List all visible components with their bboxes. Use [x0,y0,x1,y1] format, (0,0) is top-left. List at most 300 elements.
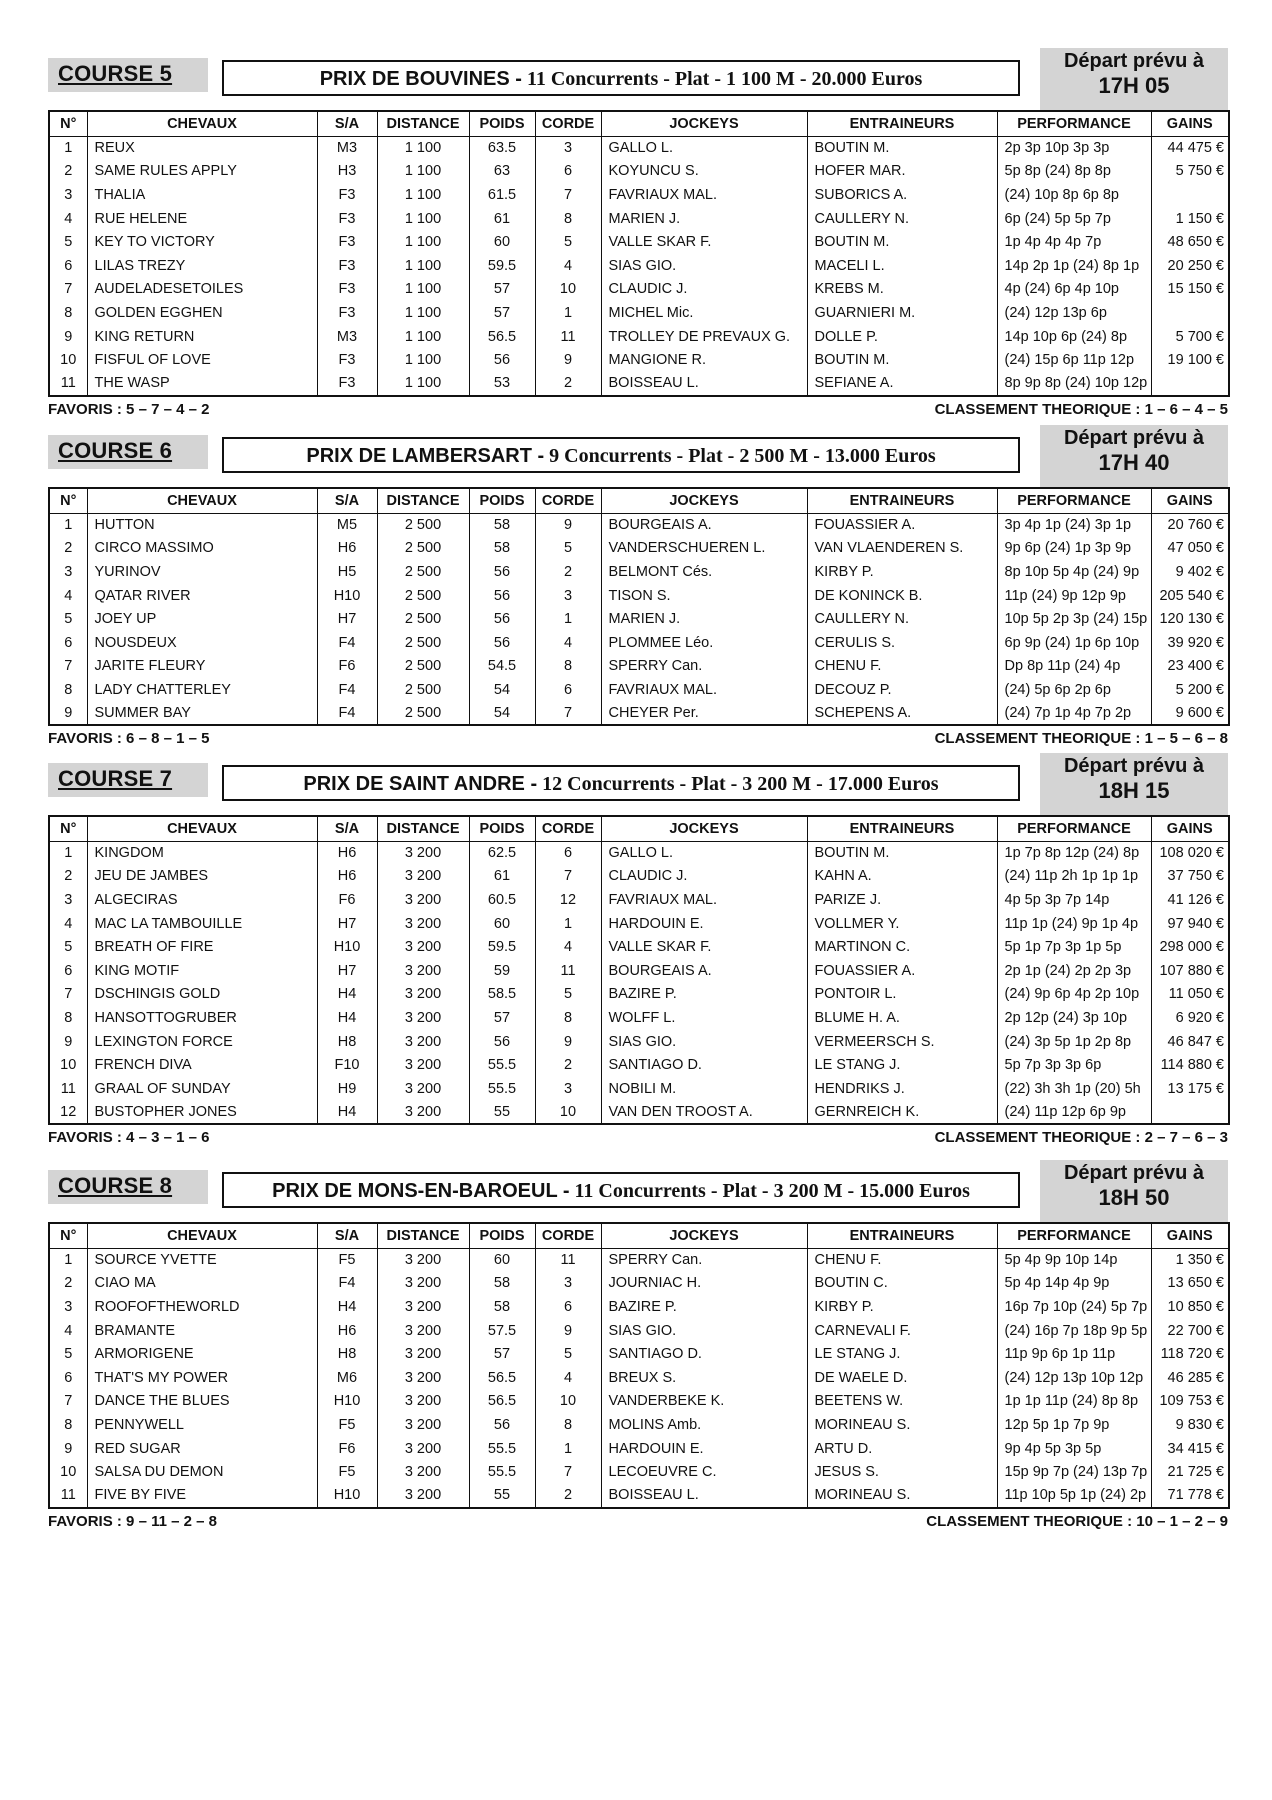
table-row [49,537,1229,561]
favorites-line: FAVORIS : 9 – 11 – 2 – 8 [48,1512,217,1530]
col-number-cell: 1 [49,1248,87,1272]
col-sex-age-cell: F4 [317,631,377,655]
table-row [49,1030,1229,1054]
col-trainer-cell: GUARNIERI M. [807,301,997,325]
col-earnings-cell: 109 753 € [1151,1390,1229,1414]
col-sex-age-cell: H9 [317,1077,377,1101]
col-weight-cell: 60 [469,912,535,936]
col-weight-cell: 56.5 [469,1366,535,1390]
col-jockey-cell: MANGIONE R. [601,348,807,372]
col-draw-cell: 10 [535,1101,601,1125]
col-horse-cell: JARITE FLEURY [87,655,317,679]
course-section [48,48,1228,425]
col-horse-cell: FISFUL OF LOVE [87,348,317,372]
col-draw-cell: 9 [535,1030,601,1054]
col-sex-age-cell: F3 [317,183,377,207]
runners-table [48,487,1230,726]
col-number-cell: 11 [49,1077,87,1101]
col-draw-cell: 6 [535,678,601,702]
col-earnings-header: GAINS [1151,111,1229,136]
col-weight-cell: 58 [469,537,535,561]
col-jockey-cell: GALLO L. [601,136,807,160]
departure-time: 18H 15 [1098,778,1170,803]
favorites-line: FAVORIS : 4 – 3 – 1 – 6 [48,1129,210,1147]
departure-box [1040,753,1228,815]
table-row [49,160,1229,184]
col-performance-cell: (24) 15p 6p 11p 12p [997,348,1151,372]
col-horse-cell: CIAO MA [87,1272,317,1296]
col-jockey-cell: VALLE SKAR F. [601,230,807,254]
col-sex-age-header: S/A [317,111,377,136]
col-distance-cell: 3 200 [377,1030,469,1054]
col-weight-cell: 56 [469,631,535,655]
departure-time: 18H 50 [1098,1185,1170,1210]
col-performance-cell: (24) 7p 1p 4p 7p 2p [997,702,1151,726]
col-horse-cell: GOLDEN EGGHEN [87,301,317,325]
race-details: 12 Concurrents - Plat - 3 200 M - 17.000 Euros [537,773,939,795]
col-earnings-cell: 10 850 € [1151,1295,1229,1319]
col-number-cell: 8 [49,301,87,325]
col-weight-cell: 57 [469,278,535,302]
col-distance-cell: 2 500 [377,537,469,561]
col-draw-cell: 3 [535,1272,601,1296]
col-performance-cell: 9p 6p (24) 1p 3p 9p [997,537,1151,561]
col-jockey-cell: GALLO L. [601,841,807,865]
col-sex-age-header: S/A [317,488,377,513]
col-sex-age-cell: F3 [317,348,377,372]
table-row [49,678,1229,702]
col-distance-cell: 3 200 [377,888,469,912]
table-row [49,1460,1229,1484]
col-horse-cell: KINGDOM [87,841,317,865]
col-distance-cell: 3 200 [377,1101,469,1125]
col-sex-age-cell: H6 [317,537,377,561]
col-weight-cell: 63.5 [469,136,535,160]
col-performance-cell: 2p 12p (24) 3p 10p [997,1006,1151,1030]
col-distance-cell: 3 200 [377,1342,469,1366]
col-trainer-cell: CARNEVALI F. [807,1319,997,1343]
table-row [49,136,1229,160]
col-sex-age-cell: M6 [317,1366,377,1390]
col-sex-age-cell: F5 [317,1460,377,1484]
col-sex-age-cell: F3 [317,254,377,278]
col-number-cell: 12 [49,1101,87,1125]
col-number-cell: 4 [49,1319,87,1343]
runners-table [48,815,1230,1125]
col-number-cell: 2 [49,1272,87,1296]
col-earnings-cell: 11 050 € [1151,983,1229,1007]
col-trainer-cell: DE WAELE D. [807,1366,997,1390]
col-trainer-cell: PONTOIR L. [807,983,997,1007]
col-number-cell: 1 [49,513,87,537]
col-weight-cell: 55.5 [469,1077,535,1101]
favorites-line: FAVORIS : 6 – 8 – 1 – 5 [48,730,210,748]
col-sex-age-cell: M5 [317,513,377,537]
col-sex-age-cell: F4 [317,1272,377,1296]
col-number-cell: 9 [49,702,87,726]
col-sex-age-cell: H10 [317,1390,377,1414]
course-footer [48,730,1228,754]
table-header-row [49,1223,1229,1248]
col-sex-age-cell: H7 [317,607,377,631]
col-horse-cell: CIRCO MASSIMO [87,537,317,561]
table-row [49,935,1229,959]
col-weight-header: POIDS [469,1223,535,1248]
col-sex-age-cell: M3 [317,136,377,160]
col-earnings-cell: 48 650 € [1151,230,1229,254]
col-number-cell: 2 [49,537,87,561]
col-trainer-cell: BEETENS W. [807,1390,997,1414]
col-performance-cell: 5p 1p 7p 3p 1p 5p [997,935,1151,959]
col-performance-cell: (24) 9p 6p 4p 2p 10p [997,983,1151,1007]
departure-label: Départ prévu à [1063,755,1205,777]
col-performance-cell: 11p 10p 5p 1p (24) 2p [997,1484,1151,1508]
col-jockey-cell: NOBILI M. [601,1077,807,1101]
col-horse-cell: GRAAL OF SUNDAY [87,1077,317,1101]
col-weight-cell: 57 [469,1006,535,1030]
col-draw-cell: 11 [535,959,601,983]
col-jockey-cell: HARDOUIN E. [601,1437,807,1461]
col-draw-cell: 4 [535,1366,601,1390]
col-number-cell: 5 [49,1342,87,1366]
favorites-line: FAVORIS : 5 – 7 – 4 – 2 [48,400,210,418]
col-jockey-cell: CHEYER Per. [601,702,807,726]
course-label: COURSE 5 [48,58,208,92]
col-horse-cell: ALGECIRAS [87,888,317,912]
col-earnings-cell: 6 920 € [1151,1006,1229,1030]
table-row [49,983,1229,1007]
col-horse-cell: LILAS TREZY [87,254,317,278]
col-distance-cell: 2 500 [377,678,469,702]
col-weight-cell: 62.5 [469,841,535,865]
race-name: PRIX DE MONS-EN-BAROEUL - [272,1180,570,1202]
table-row [49,1006,1229,1030]
col-number-cell: 10 [49,348,87,372]
col-sex-age-cell: H6 [317,841,377,865]
col-trainer-cell: HOFER MAR. [807,160,997,184]
col-earnings-cell: 108 020 € [1151,841,1229,865]
col-number-cell: 2 [49,865,87,889]
col-sex-age-cell: F3 [317,372,377,396]
col-distance-cell: 1 100 [377,348,469,372]
col-number-cell: 11 [49,372,87,396]
col-draw-cell: 8 [535,1006,601,1030]
col-draw-header: CORDE [535,816,601,841]
col-number-cell: 9 [49,1437,87,1461]
col-jockey-cell: SPERRY Can. [601,1248,807,1272]
table-row [49,1053,1229,1077]
table-row [49,183,1229,207]
col-number-cell: 3 [49,1295,87,1319]
table-row [49,912,1229,936]
col-jockey-cell: BOISSEAU L. [601,372,807,396]
col-jockey-cell: HARDOUIN E. [601,912,807,936]
col-weight-cell: 58.5 [469,983,535,1007]
col-distance-cell: 1 100 [377,230,469,254]
col-performance-cell: 5p 4p 14p 4p 9p [997,1272,1151,1296]
table-row [49,841,1229,865]
col-performance-cell: (24) 3p 5p 1p 2p 8p [997,1030,1151,1054]
col-sex-age-cell: F5 [317,1248,377,1272]
table-row [49,325,1229,349]
col-draw-cell: 5 [535,230,601,254]
col-earnings-cell: 46 847 € [1151,1030,1229,1054]
col-earnings-cell: 1 150 € [1151,207,1229,231]
col-earnings-cell: 41 126 € [1151,888,1229,912]
col-earnings-cell: 34 415 € [1151,1437,1229,1461]
col-weight-cell: 54.5 [469,655,535,679]
col-trainer-cell: KIRBY P. [807,560,997,584]
col-distance-cell: 3 200 [377,1077,469,1101]
col-jockey-cell: FAVRIAUX MAL. [601,183,807,207]
col-trainer-cell: LE STANG J. [807,1053,997,1077]
col-earnings-cell: 15 150 € [1151,278,1229,302]
col-draw-cell: 6 [535,1295,601,1319]
col-distance-cell: 2 500 [377,631,469,655]
col-trainer-cell: KREBS M. [807,278,997,302]
race-title [222,765,1020,801]
col-number-cell: 10 [49,1460,87,1484]
col-number-cell: 4 [49,912,87,936]
col-horse-cell: BREATH OF FIRE [87,935,317,959]
col-earnings-cell: 118 720 € [1151,1342,1229,1366]
col-distance-cell: 3 200 [377,959,469,983]
col-earnings-cell: 5 200 € [1151,678,1229,702]
table-row [49,865,1229,889]
col-trainer-cell: CHENU F. [807,655,997,679]
col-draw-cell: 1 [535,1437,601,1461]
col-performance-cell: 2p 3p 10p 3p 3p [997,136,1151,160]
col-sex-age-cell: F3 [317,230,377,254]
table-header-row [49,816,1229,841]
col-weight-cell: 58 [469,513,535,537]
runners-table [48,1222,1230,1509]
course-footer [48,1513,1228,1537]
theoretical-ranking-line: CLASSEMENT THEORIQUE : 1 – 6 – 4 – 5 [934,400,1228,418]
col-jockey-cell: MARIEN J. [601,607,807,631]
col-horse-cell: BUSTOPHER JONES [87,1101,317,1125]
col-jockey-cell: SANTIAGO D. [601,1342,807,1366]
col-weight-cell: 63 [469,160,535,184]
col-earnings-cell: 44 475 € [1151,136,1229,160]
col-jockey-cell: LECOEUVRE C. [601,1460,807,1484]
table-row [49,584,1229,608]
col-earnings-cell: 9 402 € [1151,560,1229,584]
col-distance-cell: 1 100 [377,183,469,207]
col-performance-cell: 5p 4p 9p 10p 14p [997,1248,1151,1272]
col-distance-cell: 2 500 [377,655,469,679]
col-distance-cell: 2 500 [377,702,469,726]
col-trainer-cell: CAULLERY N. [807,607,997,631]
col-jockey-cell: MARIEN J. [601,207,807,231]
col-performance-cell: (24) 12p 13p 6p [997,301,1151,325]
table-row [49,207,1229,231]
col-sex-age-cell: H8 [317,1342,377,1366]
col-earnings-cell [1151,372,1229,396]
col-distance-cell: 1 100 [377,254,469,278]
col-horse-header: CHEVAUX [87,816,317,841]
col-performance-cell: 15p 9p 7p (24) 13p 7p [997,1460,1151,1484]
col-earnings-cell: 5 700 € [1151,325,1229,349]
table-row [49,301,1229,325]
col-earnings-cell: 1 350 € [1151,1248,1229,1272]
col-number-cell: 7 [49,1390,87,1414]
col-trainer-cell: BOUTIN C. [807,1272,997,1296]
col-number-header: N° [49,488,87,513]
col-distance-cell: 3 200 [377,1248,469,1272]
col-sex-age-cell: M3 [317,325,377,349]
runners-table [48,110,1230,397]
col-distance-cell: 3 200 [377,1295,469,1319]
col-trainer-cell: VOLLMER Y. [807,912,997,936]
col-trainer-cell: GERNREICH K. [807,1101,997,1125]
table-row [49,1437,1229,1461]
departure-label: Départ prévu à [1063,427,1205,449]
col-horse-cell: PENNYWELL [87,1413,317,1437]
col-distance-cell: 3 200 [377,865,469,889]
col-draw-cell: 10 [535,1390,601,1414]
table-row [49,702,1229,726]
col-sex-age-cell: F6 [317,1437,377,1461]
col-draw-cell: 8 [535,655,601,679]
col-distance-cell: 3 200 [377,1460,469,1484]
col-sex-age-cell: H6 [317,1319,377,1343]
col-jockey-cell: BAZIRE P. [601,983,807,1007]
col-earnings-cell [1151,301,1229,325]
col-jockey-cell: BREUX S. [601,1366,807,1390]
col-trainer-cell: SEFIANE A. [807,372,997,396]
col-sex-age-cell: F4 [317,678,377,702]
col-sex-age-cell: F6 [317,888,377,912]
col-distance-cell: 3 200 [377,1390,469,1414]
table-row [49,655,1229,679]
col-horse-cell: SAME RULES APPLY [87,160,317,184]
col-jockey-header: JOCKEYS [601,488,807,513]
col-weight-cell: 61 [469,865,535,889]
col-horse-cell: LEXINGTON FORCE [87,1030,317,1054]
col-sex-age-cell: F5 [317,1413,377,1437]
departure-time: 17H 05 [1098,73,1170,98]
col-number-cell: 5 [49,935,87,959]
col-number-cell: 5 [49,607,87,631]
col-earnings-cell: 20 760 € [1151,513,1229,537]
col-trainer-cell: JESUS S. [807,1460,997,1484]
col-trainer-cell: MORINEAU S. [807,1484,997,1508]
col-jockey-cell: BAZIRE P. [601,1295,807,1319]
col-draw-cell: 7 [535,183,601,207]
col-weight-cell: 57.5 [469,1319,535,1343]
col-horse-cell: THALIA [87,183,317,207]
col-trainer-cell: KIRBY P. [807,1295,997,1319]
col-draw-cell: 5 [535,1342,601,1366]
col-jockey-cell: MOLINS Amb. [601,1413,807,1437]
col-weight-cell: 56 [469,560,535,584]
col-trainer-cell: BOUTIN M. [807,841,997,865]
col-number-cell: 7 [49,278,87,302]
col-earnings-cell: 5 750 € [1151,160,1229,184]
col-performance-cell: 11p (24) 9p 12p 9p [997,584,1151,608]
col-horse-cell: JEU DE JAMBES [87,865,317,889]
col-horse-cell: RUE HELENE [87,207,317,231]
col-horse-cell: MAC LA TAMBOUILLE [87,912,317,936]
course-header [48,753,1228,815]
col-draw-header: CORDE [535,111,601,136]
col-number-cell: 2 [49,160,87,184]
col-trainer-cell: DE KONINCK B. [807,584,997,608]
col-trainer-cell: FOUASSIER A. [807,513,997,537]
col-sex-age-cell: H7 [317,912,377,936]
col-performance-cell: 11p 1p (24) 9p 1p 4p [997,912,1151,936]
course-label: COURSE 8 [48,1170,208,1204]
course-label: COURSE 7 [48,763,208,797]
race-details: 11 Concurrents - Plat - 3 200 M - 15.000 Euros [569,1180,970,1202]
col-trainer-cell: VAN VLAENDEREN S. [807,537,997,561]
col-jockey-cell: PLOMMEE Léo. [601,631,807,655]
table-header-row [49,488,1229,513]
col-number-cell: 1 [49,136,87,160]
col-trainer-cell: FOUASSIER A. [807,959,997,983]
table-row [49,1366,1229,1390]
col-draw-cell: 1 [535,607,601,631]
col-performance-cell: 10p 5p 2p 3p (24) 15p [997,607,1151,631]
col-horse-cell: SALSA DU DEMON [87,1460,317,1484]
col-jockey-cell: FAVRIAUX MAL. [601,888,807,912]
col-jockey-cell: VALLE SKAR F. [601,935,807,959]
col-jockey-cell: SIAS GIO. [601,1030,807,1054]
col-draw-header: CORDE [535,1223,601,1248]
col-horse-cell: SOURCE YVETTE [87,1248,317,1272]
table-row [49,1342,1229,1366]
course-label: COURSE 6 [48,435,208,469]
departure-time: 17H 40 [1098,450,1170,475]
col-sex-age-cell: H8 [317,1030,377,1054]
col-number-cell: 4 [49,584,87,608]
col-trainer-cell: BOUTIN M. [807,136,997,160]
col-draw-header: CORDE [535,488,601,513]
col-jockey-cell: BOISSEAU L. [601,1484,807,1508]
col-sex-age-cell: F3 [317,207,377,231]
table-row [49,1295,1229,1319]
col-sex-age-header: S/A [317,816,377,841]
col-horse-cell: HANSOTTOGRUBER [87,1006,317,1030]
col-earnings-cell: 47 050 € [1151,537,1229,561]
col-horse-cell: AUDELADESETOILES [87,278,317,302]
col-performance-cell: 4p 5p 3p 7p 14p [997,888,1151,912]
course-section [48,753,1228,1153]
table-row [49,1484,1229,1508]
col-distance-cell: 1 100 [377,372,469,396]
col-jockey-cell: CLAUDIC J. [601,278,807,302]
col-earnings-cell: 298 000 € [1151,935,1229,959]
col-earnings-header: GAINS [1151,488,1229,513]
col-earnings-cell: 37 750 € [1151,865,1229,889]
col-horse-header: CHEVAUX [87,111,317,136]
table-row [49,1319,1229,1343]
col-number-header: N° [49,111,87,136]
col-distance-cell: 2 500 [377,607,469,631]
col-distance-cell: 1 100 [377,136,469,160]
race-title [222,1172,1020,1208]
col-trainer-cell: DECOUZ P. [807,678,997,702]
col-performance-cell: 9p 4p 5p 3p 5p [997,1437,1151,1461]
col-weight-cell: 53 [469,372,535,396]
col-earnings-cell: 23 400 € [1151,655,1229,679]
col-horse-cell: DANCE THE BLUES [87,1390,317,1414]
table-row [49,1248,1229,1272]
departure-box [1040,48,1228,110]
col-trainer-cell: SUBORICS A. [807,183,997,207]
col-performance-cell: 8p 10p 5p 4p (24) 9p [997,560,1151,584]
